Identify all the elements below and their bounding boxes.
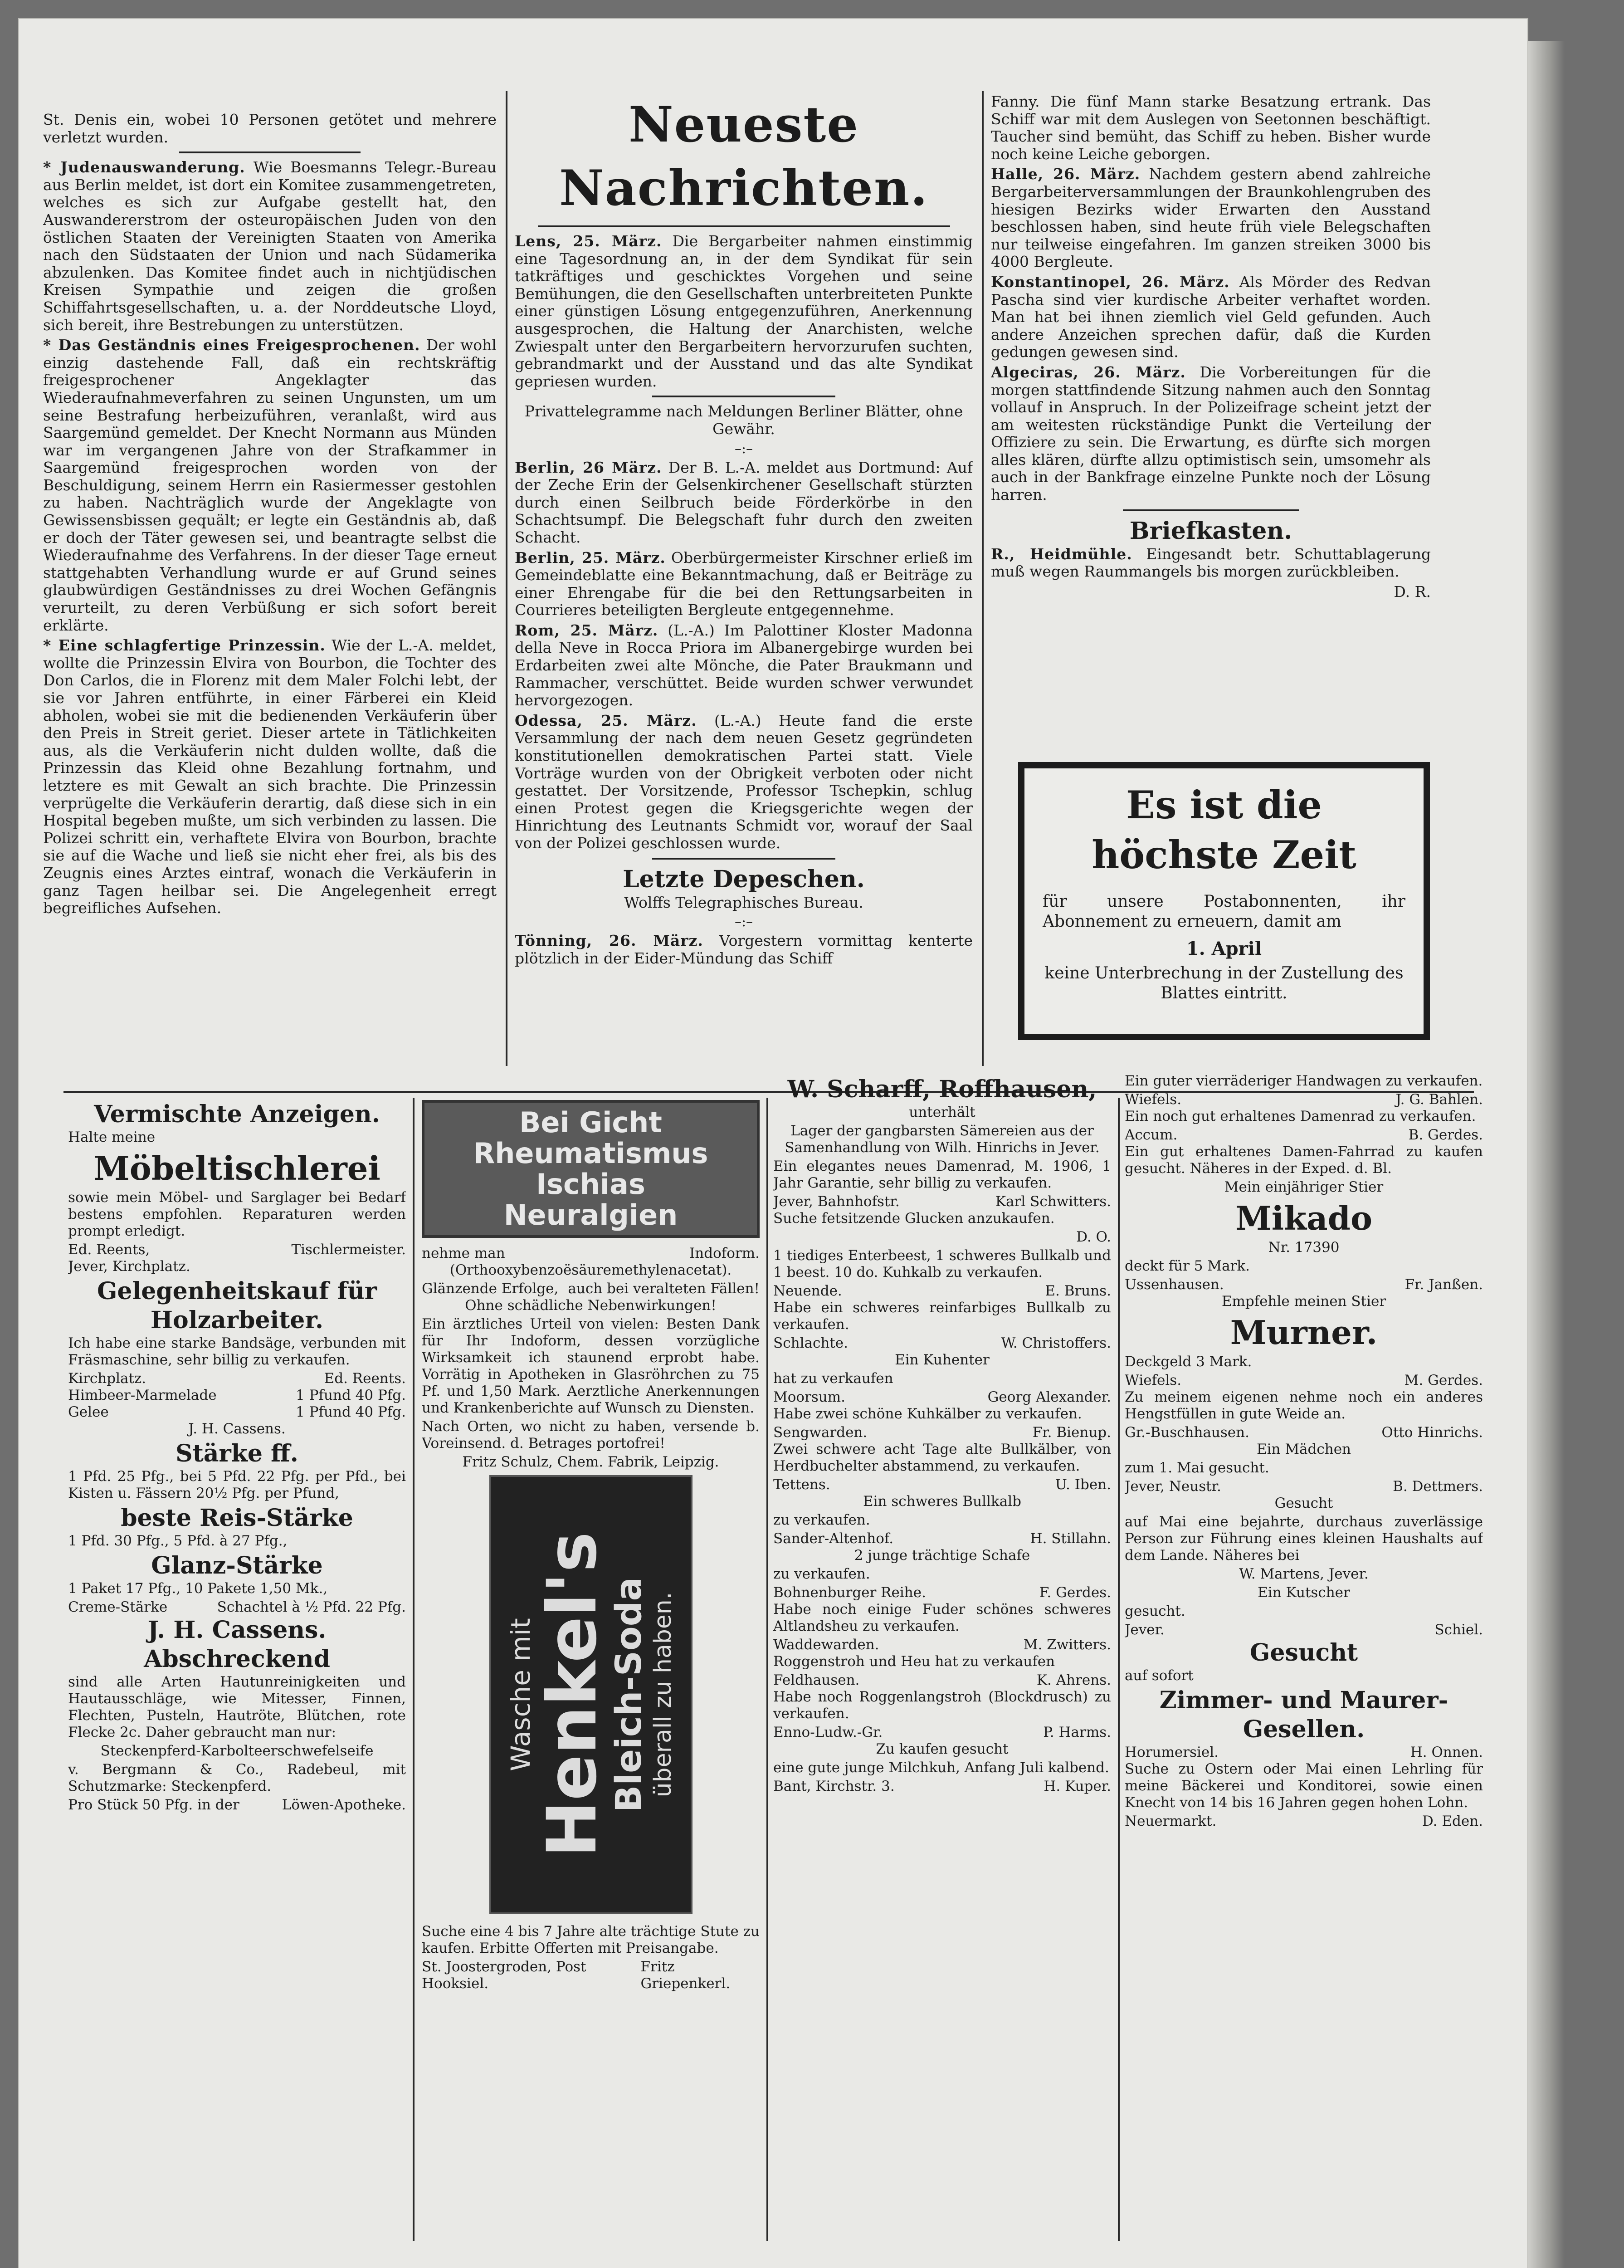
centered-line: Ein Kuhenter: [895, 1352, 990, 1368]
article-text: 1 Pfd. 30 Pfg., 5 Pfd. à 27 Pfg.,: [68, 1533, 288, 1549]
article-lead: Rom, 25. März.: [515, 621, 658, 639]
article-lead: * Judenauswanderung.: [43, 158, 245, 176]
rheum-line: Bei Gicht: [519, 1106, 662, 1139]
ad-signature-row: [773, 1530, 1111, 1547]
article-lead: * Eine schlagfertige Prinzessin.: [43, 636, 326, 655]
article-text: sowie mein Möbel- und Sarglager bei Bedarf bestens empfohlen. Reparaturen werden prompt erledigt.: [68, 1189, 406, 1239]
centered-line: Ein Kutscher: [1258, 1584, 1350, 1601]
row-right: Fritz Griepenkerl.: [640, 1959, 731, 1992]
article-paragraph: [515, 549, 973, 619]
article-paragraph: [991, 546, 1431, 581]
section-heading: Vermischte Anzeigen.: [94, 1100, 380, 1128]
separator-mark: –:–: [734, 440, 753, 457]
article-text: zum 1. Mai gesucht.: [1125, 1460, 1269, 1476]
article-text: Deckgeld 3 Mark.: [1125, 1354, 1252, 1370]
article-text: Suche eine 4 bis 7 Jahre alte trächtige Stute zu kaufen. Erbitte Offerten mit Preisangabe.: [422, 1923, 760, 1956]
notice-line1: für unsere Postabonnenten, ihr Abonnement zu erneuern, damit am: [1043, 892, 1405, 931]
row-right: Karl Schwitters.: [995, 1193, 1111, 1210]
divider-rule: [652, 396, 835, 397]
article-paragraph: [68, 1761, 406, 1795]
article-paragraph: [68, 1258, 406, 1275]
article-paragraph: [773, 1158, 1111, 1192]
row-right: 1 Pfund 40 Pfg.: [296, 1404, 406, 1420]
ad-subheadline: Gelegenheitskauf für Holzarbeiter.: [97, 1277, 377, 1334]
article-paragraph: [773, 1300, 1111, 1333]
section-heading: Briefkasten.: [1129, 517, 1292, 545]
article-text: eine gute junge Milchkuh, Anfang Juli kalbend.: [773, 1760, 1109, 1776]
article-text: Vorgestern vormittag kenterte plötzlich in der Eider-Mündung das Schiff: [515, 932, 973, 967]
ad-headline: Mikado: [1235, 1199, 1372, 1237]
row-right: Fr. Janßen.: [1405, 1276, 1483, 1293]
article-paragraph: [773, 1370, 1111, 1387]
article-paragraph: [422, 1316, 760, 1417]
row-left: Sander-Altenhof.: [773, 1530, 894, 1547]
row-right: H. Onnen.: [1410, 1744, 1483, 1760]
article-paragraph: [1125, 1354, 1483, 1370]
rheum-line: Rheumatismus: [473, 1137, 708, 1170]
article-paragraph: [422, 1923, 760, 1957]
article-text: Habe noch Roggenlangstroh (Blockdrusch) zu verkaufen.: [773, 1689, 1111, 1722]
article-text: (L.-A.) Heute fand die erste Versammlung der nach dem neuen Gesetz gegründeten konstitutionellen demokratischen Partei statt. Viele Vorträge wurden von der Obrigkeit verboten oder nicht gestattet. Der Vorsitzende, Professor Tschepkin, schlug einen Protest gegen die Kriegsgerichte wegen der Hinrichtung des Leutnants Schmidt vor, worauf der Saal von der Polizei geschlossen wurde.: [515, 711, 973, 852]
column-divider: [413, 1098, 415, 2241]
article-paragraph: [515, 233, 973, 390]
article-paragraph: [991, 274, 1431, 361]
article-paragraph: [991, 166, 1431, 271]
article-lead: Berlin, 26 März.: [515, 458, 662, 476]
article-text: Wie Boesmanns Telegr.-Bureau aus Berlin meldet, ist dort ein Komitee zusammengetreten, welches es sich zur Aufgabe gestellt hat, den Auswandererstrom der osteuropäischen Juden von den östlichen Staaten der Vereinigten Staaten von Amerika nach den Südstaaten der Union und nach Südamerika abzulenken. Das Komitee findet auch in nichtjüdischen Kreisen Sympathie und zeigen die großen Schiffahrtsgesellschaften, u. a. der Norddeutsche Lloyd, sich bereit, ihre Bestrebungen zu unterstützen.: [43, 158, 497, 334]
article-lead: * Das Geständnis eines Freigesprochenen.: [43, 336, 420, 354]
centered-line: Ein Mädchen: [1256, 1441, 1351, 1457]
article-lead: Algeciras, 26. März.: [991, 363, 1186, 381]
article-paragraph: [773, 1653, 1111, 1670]
article-text: Oberbürgermeister Kirschner erließ im Gemeindeblatte eine Bekanntmachung, daß er Beiträge zu einer Ehrengabe für die bei den Rettungsarbeiten in Courrieres beteiligten Bergleute entgegennehme.: [515, 548, 973, 619]
article-text: Habe noch einige Fuder schönes schweres Altlandsheu zu verkaufen.: [773, 1601, 1111, 1634]
ad-signature-row: [773, 1476, 1111, 1493]
article-paragraph: [1125, 1603, 1483, 1620]
row-left: Enno-Ludw.-Gr.: [773, 1724, 883, 1740]
ads-column-3: [773, 1075, 1111, 2236]
row-left: Ed. Reents,: [68, 1242, 150, 1258]
ad-signature-row: [422, 1245, 760, 1262]
ad-signature-row: [1125, 1372, 1483, 1389]
masthead-rule: [538, 225, 950, 227]
ad-signature-row: [1125, 1127, 1483, 1144]
article-paragraph: [1125, 1389, 1483, 1422]
ad-signature-row: [773, 1584, 1111, 1601]
ad-signature-row: [68, 1797, 406, 1813]
row-right: Tischlermeister.: [291, 1242, 406, 1258]
article-text: Als Mörder des Redvan Pascha sind vier kurdische Arbeiter verhaftet worden. Man hat bei ihnen ziemlich viel Geld gefunden. Auch andere Anzeichen sprechen dafür, daß die Kurden gedungen gewesen sind.: [991, 273, 1431, 361]
row-left: Neuende.: [773, 1283, 842, 1299]
article-text: Habe ein schweres reinfarbiges Bullkalb zu verkaufen.: [773, 1300, 1111, 1333]
row-right: M. Gerdes.: [1404, 1372, 1483, 1388]
column-divider: [1118, 1098, 1120, 2241]
row-right: D. Eden.: [1422, 1813, 1483, 1829]
indoform-ad: [422, 1245, 760, 1471]
row-right: H. Stillahn.: [1030, 1530, 1111, 1547]
article-paragraph: [773, 1406, 1111, 1422]
article-paragraph: [515, 622, 973, 709]
article-text: Nach Orten, wo nicht zu haben, versende b. Voreinsend. d. Betrages portofrei!: [422, 1418, 760, 1452]
ad-signature-row: [773, 1424, 1111, 1441]
row-left: Himbeer-Marmelade: [68, 1387, 217, 1403]
row-left: Bohnenburger Reihe.: [773, 1584, 926, 1601]
ad-signature-row: [1125, 1276, 1483, 1293]
row-left: Wiefels.: [1125, 1091, 1182, 1108]
row-right: Fr. Bienup.: [1032, 1424, 1111, 1441]
row-left: Ussenhausen.: [1125, 1276, 1224, 1293]
article-paragraph: [68, 1335, 406, 1369]
ad-signature-row: [1125, 1424, 1483, 1441]
article-paragraph: [1125, 1108, 1483, 1125]
article-text: Suche fetsitzende Glucken anzukaufen.: [773, 1210, 1055, 1227]
row-left: nehme man: [422, 1245, 505, 1261]
article-lead: Tönning, 26. März.: [515, 932, 703, 950]
henkel-text: [505, 1532, 677, 1857]
ad-signature-row: [68, 1242, 406, 1258]
article-paragraph: [515, 459, 973, 547]
masthead-title: Neueste Nachrichten.: [559, 96, 928, 217]
notice-box: [1018, 762, 1430, 1040]
article-text: Wie der L.-A. meldet, wollte die Prinzessin Elvira von Bourbon, die Tochter des Don Carlos, die in Florenz mit dem Maler Folchi lebt, der sie vor Jahren entführte, in einer Färberei ein Kleid abholen, wobei sie mit die bedienenden Verkäuferin über den Preis in Streit geriet. Dieser artete in Tätlichkeiten aus, als die Verkäuferin nicht dulden wollte, daß die Prinzessin das Kleid ohne Bezahlung fortnahm, und letztere es mit Gewalt an sich brachte. Die Prinzessin verprügelte die Verkäuferin derartig, daß diese sich in ein Hospital begeben mußte, um sich verbinden zu lassen. Die Polizei schritt ein, verhaftete Elvira von Bourbon, brachte sie auf die Wache und ließ sie nicht eher frei, als bis des Zeugnis eines Arztes eintraf, wonach die Verkäuferin in ganz Tagen heilbar sei. Die Angelegenheit erregt begreifliches Aufsehen.: [43, 636, 497, 917]
article-paragraph: [68, 1533, 406, 1549]
article-paragraph: [773, 1689, 1111, 1722]
article-paragraph: [1125, 1460, 1483, 1476]
article-text: Ein noch gut erhaltenes Damenrad zu verkaufen.: [1125, 1108, 1476, 1124]
row-left: Schlachte.: [773, 1335, 848, 1351]
article-paragraph: [43, 337, 497, 634]
row-right: Otto Hinrichs.: [1381, 1424, 1483, 1441]
row-left: Bant, Kirchstr. 3.: [773, 1778, 895, 1794]
article-paragraph: [1125, 1144, 1483, 1177]
ad-signature-row: [68, 1404, 406, 1421]
ad-signature-row: [773, 1778, 1111, 1795]
ad-headline: Murner.: [1230, 1313, 1378, 1352]
ad-signature-row: [1125, 1478, 1483, 1495]
page-edge: [1528, 41, 1565, 2268]
row-right: H. Kuper.: [1044, 1778, 1111, 1794]
article-text: Nachdem gestern abend zahlreiche Bergarbeiterversammlungen der Braunkohlengruben des hiesigen Bezirks wider Erwarten den Ausstand beschlossen haben, sind heute früh viele Belegschaften nur teilweise eingefahren. Im ganzen streiken 3000 bis 4000 Bergleute.: [991, 165, 1431, 271]
row-right: W. Christoffers.: [1001, 1335, 1111, 1351]
row-right: E. Bruns.: [1045, 1283, 1111, 1299]
article-text: Roggenstroh und Heu hat zu verkaufen: [773, 1653, 1055, 1670]
row-left: Waddewarden.: [773, 1637, 879, 1653]
centered-line: Ein schweres Bullkalb: [863, 1493, 1021, 1510]
notice-title: Es ist die höchste Zeit: [1092, 782, 1356, 877]
row-left: Feldhausen.: [773, 1672, 860, 1688]
centered-line: Zu kaufen gesucht: [876, 1741, 1009, 1757]
centered-line: unterhält: [909, 1104, 975, 1120]
notice-date: 1. April: [1186, 938, 1262, 959]
article-paragraph: [1125, 1514, 1483, 1564]
row-left: Sengwarden.: [773, 1424, 868, 1441]
article-text: Ein guter vierräderiger Handwagen zu verkaufen.: [1125, 1073, 1483, 1089]
article-text: hat zu verkaufen: [773, 1370, 893, 1387]
article-lead: Lens, 25. März.: [515, 232, 662, 250]
ad-signature-row: [1125, 1813, 1483, 1830]
column-divider: [506, 91, 507, 1066]
row-left: Tettens.: [773, 1476, 830, 1493]
article-text: Ein gut erhaltenes Damen-Fahrrad zu kaufen gesucht. Näheres in der Exped. d. Bl.: [1125, 1144, 1483, 1177]
row-right: Löwen-Apotheke.: [282, 1797, 406, 1813]
article-text: auf sofort: [1125, 1667, 1194, 1684]
row-right: Georg Alexander.: [987, 1389, 1111, 1405]
row-left: Kirchplatz.: [68, 1370, 146, 1387]
ad-signature-row: [1125, 1091, 1483, 1108]
ad-subheadline: beste Reis-Stärke: [121, 1504, 353, 1532]
ad-signature-row: [773, 1283, 1111, 1300]
article-paragraph: [773, 1441, 1111, 1475]
ad-subheadline: Abschreckend: [144, 1645, 330, 1673]
article-text: Der wohl einzig dastehende Fall, daß ein rechtskräftig freigesprochener Angeklagter das Wiederaufnahmeverfahren zu seinen Ungunsten, um um seine Bestrafung herbeizuführen, veranlaßt, wird aus Saargemünd gemeldet. Der Knecht Normann aus Münden war im vergangenen Jahre von der Strafkammer in Saargemünd freigesprochen worden von der Beschuldigung, seinem Herrn ein Rasiermesser gestohlen zu haben. Nachträglich wurde der Angeklagte von Gewissensbissen gequält; er legte ein Geständnis ab, daß er doch der Täter gewesen sei, und beantragte selbst die Wiederaufnahme des Verfahrens. In der dieser Tage erneut stattgehabten Verhandlung wurde er auf Grund seines glaubwürdigen Geständnisses zu drei Wochen Gefängnis verurteilt, zu deren Verbüßung er sich sofort bereit erklärte.: [43, 336, 497, 634]
article-paragraph: [773, 1512, 1111, 1529]
article-lead: Halle, 26. März.: [991, 165, 1141, 183]
article-paragraph: [422, 1418, 760, 1452]
row-right: M. Zwitters.: [1023, 1637, 1111, 1653]
divider-rule: [652, 858, 835, 860]
article-text: zu verkaufen.: [773, 1566, 870, 1582]
ad-signature-row: [773, 1193, 1111, 1210]
ads-column-2: [422, 1100, 760, 2234]
row-left: Jever, Bahnhofstr.: [773, 1193, 900, 1210]
row-right: B. Dettmers.: [1393, 1478, 1483, 1495]
ads-column-1: [68, 1100, 406, 2234]
article-text: Eingesandt betr. Schuttablagerung muß wegen Raummangels bis morgen zurückbleiben.: [991, 545, 1431, 581]
article-paragraph: [773, 1566, 1111, 1583]
row-left: Jever.: [1125, 1622, 1165, 1638]
rheum-line: Ischias: [536, 1168, 645, 1201]
henkel-ad: [489, 1475, 693, 1914]
row-left: Wiefels.: [1125, 1372, 1182, 1388]
ad-signature-row: [68, 1599, 406, 1616]
article-text: gesucht.: [1125, 1603, 1185, 1619]
article-paragraph: [773, 1247, 1111, 1281]
row-right: Indoform.: [689, 1245, 760, 1261]
henkel-brand: Henkel's: [532, 1531, 612, 1858]
ad-signature-row: [68, 1387, 406, 1404]
rheum-line: Neuralgien: [503, 1198, 678, 1232]
article-text: 1 Pfd. 25 Pfg., bei 5 Pfd. 22 Pfg. per Pfd., bei Kisten u. Fässern 20½ Pfg. per Pfund,: [68, 1468, 406, 1501]
row-right: Ed. Reents.: [324, 1370, 406, 1387]
article-paragraph: [43, 111, 497, 146]
article-paragraph: [43, 637, 497, 917]
article-paragraph: [1125, 1761, 1483, 1811]
article-text: 1 Paket 17 Pfg., 10 Pakete 1,50 Mk.,: [68, 1580, 328, 1597]
divider-rule: [1123, 509, 1299, 511]
stute-ad: [422, 1923, 760, 1992]
row-right: U. Iben.: [1055, 1476, 1111, 1493]
row-left: Glänzende Erfolge,: [422, 1281, 559, 1297]
row-right: J. G. Bahlen.: [1395, 1091, 1483, 1108]
middle-column-body: [515, 233, 973, 967]
centered-line: J. H. Cassens.: [188, 1421, 286, 1437]
article-lead: R., Heidmühle.: [991, 545, 1132, 563]
henkel-availability: überall zu haben.: [649, 1592, 677, 1798]
article-paragraph: [68, 1468, 406, 1502]
article-text: deckt für 5 Mark.: [1125, 1258, 1250, 1274]
row-left: Neuermarkt.: [1125, 1813, 1217, 1829]
article-text: Fanny. Die fünf Mann starke Besatzung ertrank. Das Schiff war mit dem Auslegen von Seetonnen beschäftigt. Taucher sind bemüht, das Schiff zu heben. Bisher wurde noch keine Leiche geborgen.: [991, 93, 1431, 163]
separator-mark: –:–: [734, 914, 753, 930]
article-text: Der B. L.-A. meldet aus Dortmund: Auf der Zeche Erin der Gelsenkirchener Gesellschaft stürzten durch einen Seilbruch beide Förderkörbe in den Schachtsumpf. Die Belegschaft fuhr durch den zweiten Schacht.: [515, 458, 973, 546]
ad-subheadline: Stärke ff.: [176, 1440, 298, 1467]
article-text: Ein ärztliches Urteil von vielen: Besten Dank für Ihr Indoform, dessen vorzügliche Wirksamkeit ich staunend erprobt habe. Vorrätig in Apotheken in Glasröhrchen zu 75 Pf. und 1,50 Mark. Aerztliche Anerkennungen und Krankenberichte auf Wunsch zu Diensten.: [422, 1316, 760, 1416]
article-text: zu verkaufen.: [773, 1512, 870, 1528]
centered-line: (Orthooxybenzoësäuremethylenacetat).: [449, 1262, 732, 1278]
centered-line: Ohne schädliche Nebenwirkungen!: [465, 1297, 717, 1314]
article-paragraph: [1125, 1667, 1483, 1684]
article-paragraph: [68, 1580, 406, 1597]
row-right: Schiel.: [1434, 1622, 1483, 1638]
centered-line: W. Martens, Jever.: [1239, 1566, 1369, 1582]
centered-line: Wolffs Telegraphisches Bureau.: [624, 893, 863, 911]
article-paragraph: [1125, 1258, 1483, 1275]
article-paragraph: [773, 1760, 1111, 1776]
row-right: B. Gerdes.: [1408, 1127, 1483, 1143]
article-paragraph: [68, 1129, 406, 1146]
centered-line: Privattelegramme nach Meldungen Berliner Blätter, ohne Gewähr.: [524, 402, 963, 438]
article-lead: Berlin, 25. März.: [515, 548, 666, 567]
ad-headline: Möbeltischlerei: [93, 1149, 380, 1188]
row-left: Gelee: [68, 1404, 109, 1420]
row-left: Accum.: [1125, 1127, 1178, 1143]
news-column-middle: [515, 93, 973, 1091]
ad-signature-row: [1125, 1744, 1483, 1761]
article-text: Jever, Kirchplatz.: [68, 1258, 190, 1275]
row-left: Jever, Neustr.: [1125, 1478, 1221, 1495]
row-right: 1 Pfund 40 Pfg.: [296, 1387, 406, 1403]
ad-signature-row: [773, 1335, 1111, 1352]
notice-line2: keine Unterbrechung in der Zustellung des Blattes eintritt.: [1044, 964, 1404, 1002]
ad-subheadline: W. Scharff, Roffhausen,: [787, 1075, 1097, 1103]
section-heading: Letzte Depeschen.: [623, 865, 865, 893]
article-paragraph: [991, 364, 1431, 504]
ad-subheadline: J. H. Cassens.: [147, 1616, 327, 1644]
article-paragraph: [68, 1189, 406, 1240]
article-paragraph: [515, 932, 973, 967]
ad-signature-row: [773, 1637, 1111, 1653]
row-left: Gr.-Buschhausen.: [1125, 1424, 1249, 1441]
column-divider: [766, 1098, 768, 2241]
signature-line: D. O.: [1076, 1229, 1111, 1245]
article-text: Zu meinem eigenen nehme noch ein anderes Hengstfüllen in gute Weide an.: [1125, 1389, 1483, 1422]
article-paragraph: [773, 1210, 1111, 1227]
article-paragraph: [773, 1601, 1111, 1635]
row-left: Horumersiel.: [1125, 1744, 1219, 1760]
centered-line: Gesucht: [1274, 1495, 1333, 1511]
article-text: Ein elegantes neues Damenrad, M. 1906, 1 Jahr Garantie, sehr billig zu verkaufen.: [773, 1158, 1111, 1191]
ad-signature-row: [773, 1672, 1111, 1689]
ads-column-4: [1125, 1073, 1483, 2234]
article-text: Die Vorbereitungen für die morgen stattfindende Sitzung nahmen auch den Sonntag vollauf in Anspruch. In der Polizeifrage scheint jetzt der am weitesten rückständige Punkt die Verteilung der Offiziere zu sein. Die Erwartung, es dürfte sich morgen alles klären, dürfte allzu optimistisch sein, umsomehr als auch in der Bankfrage einzelne Punkte noch der Lösung harren.: [991, 363, 1431, 504]
article-text: (L.-A.) Im Palottiner Kloster Madonna della Neve in Rocca Priora im Albanergebirge wurden bei Erdarbeiten zwei alte Mönche, die Pater Braukmann und Rammacher, verschüttet. Beide wurden schwer verwundet hervorgezogen.: [515, 621, 973, 709]
article-text: Habe zwei schöne Kuhkälber zu verkaufen.: [773, 1406, 1082, 1422]
row-left: St. Joostergroden, Post Hooksiel.: [422, 1959, 586, 1992]
article-paragraph: [1125, 1073, 1483, 1090]
centered-line: Empfehle meinen Stier: [1221, 1293, 1386, 1310]
centered-line: Fritz Schulz, Chem. Fabrik, Leipzig.: [462, 1454, 719, 1470]
article-text: Die Bergarbeiter nahmen einstimmig eine Tagesordnung an, in der dem Syndikat für sein tatkräftiges und geschicktes Vorgehen und seine Bemühungen, die den Gesellschaften unterbreiteten Punkte einer günstigen Lösung entgegenzuführen, Anerkennung ausgesprochen, die Haltung der Anarchisten, welche Zwiespalt unter den Bergarbeitern hervorzurufen suchten, gebrandmarkt und der Ausstand und das alte Syndikat gepriesen wurden.: [515, 232, 973, 390]
centered-line: Lager der gangbarsten Sämereien aus der Samenhandlung von Wilh. Hinrichs in Jever.: [785, 1123, 1100, 1156]
article-text: 1 tiediges Enterbeest, 1 schweres Bullkalb und 1 beest. 10 do. Kuhkalb zu verkaufen.: [773, 1247, 1111, 1281]
row-left: Pro Stück 50 Pfg. in der: [68, 1797, 239, 1813]
ad-signature-row: [1125, 1622, 1483, 1638]
divider-rule: [179, 152, 361, 153]
ad-signature-row: [422, 1281, 760, 1297]
row-right: F. Gerdes.: [1039, 1584, 1111, 1601]
article-lead: Odessa, 25. März.: [515, 711, 697, 729]
article-text: Ich habe eine starke Bandsäge, verbunden mit Fräsmaschine, sehr billig zu verkaufen.: [68, 1335, 406, 1368]
centered-line: Steckenpferd-Karbolteerschwefelseife: [100, 1743, 374, 1759]
row-right: P. Harms.: [1043, 1724, 1111, 1740]
row-right: Schachtel à ½ Pfd. 22 Pfg.: [217, 1599, 406, 1615]
article-lead: Konstantinopel, 26. März.: [991, 273, 1230, 291]
ad-signature-row: [68, 1370, 406, 1387]
henkel-line1: Wasche mit: [505, 1618, 536, 1771]
article-text: auf Mai eine bejahrte, durchaus zuverlässige Person zur Führung eines kleinen Haushalts auf dem Lande. Näheres bei: [1125, 1514, 1483, 1564]
article-text: Halte meine: [68, 1129, 156, 1145]
article-paragraph: [991, 93, 1431, 163]
signature-line: D. R.: [1394, 582, 1431, 601]
row-right: K. Ahrens.: [1036, 1672, 1111, 1688]
news-column-left: [43, 111, 497, 1073]
ad-subheadline: Gesucht: [1249, 1639, 1358, 1667]
ad-subheadline: Zimmer- und Maurer-Gesellen.: [1159, 1686, 1448, 1743]
article-paragraph: [68, 1674, 406, 1741]
centered-line: Nr. 17390: [1268, 1239, 1340, 1256]
article-text: v. Bergmann & Co., Radebeul, mit Schutzmarke: Steckenpferd.: [68, 1761, 406, 1794]
column-divider: [982, 91, 984, 1066]
centered-line: Mein einjähriger Stier: [1224, 1179, 1384, 1195]
ad-subheadline: Glanz-Stärke: [151, 1552, 323, 1579]
centered-line: 2 junge trächtige Schafe: [854, 1547, 1030, 1564]
ad-signature-row: [773, 1724, 1111, 1741]
ad-signature-row: [773, 1389, 1111, 1406]
article-paragraph: [515, 712, 973, 852]
article-text: St. Denis ein, wobei 10 Personen getötet und mehrere verletzt wurden.: [43, 111, 497, 146]
row-left: Moorsum.: [773, 1389, 846, 1405]
news-column-right: [991, 93, 1431, 746]
article-text: Suche zu Ostern oder Mai einen Lehrling für meine Bäckerei und Konditorei, sowie einen Knecht von 14 bis 16 Jahren gegen hohen Lohn.: [1125, 1761, 1483, 1811]
row-right: auch bei veralteten Fällen!: [568, 1281, 760, 1297]
rheumatism-banner: [422, 1100, 760, 1238]
article-paragraph: [43, 159, 497, 334]
henkel-product: Bleich-Soda: [608, 1577, 649, 1813]
row-left: Creme-Stärke: [68, 1599, 168, 1615]
ad-signature-row: [422, 1959, 760, 1992]
article-text: Zwei schwere acht Tage alte Bullkälber, von Herdbuchelter abstammend, zu verkaufen.: [773, 1441, 1111, 1474]
article-text: sind alle Arten Hautunreinigkeiten und Hautausschläge, wie Mitesser, Finnen, Flechten, Pusteln, Hautröte, Blütchen, rote Flecke 2c. Daher gebraucht man nur:: [68, 1674, 406, 1740]
